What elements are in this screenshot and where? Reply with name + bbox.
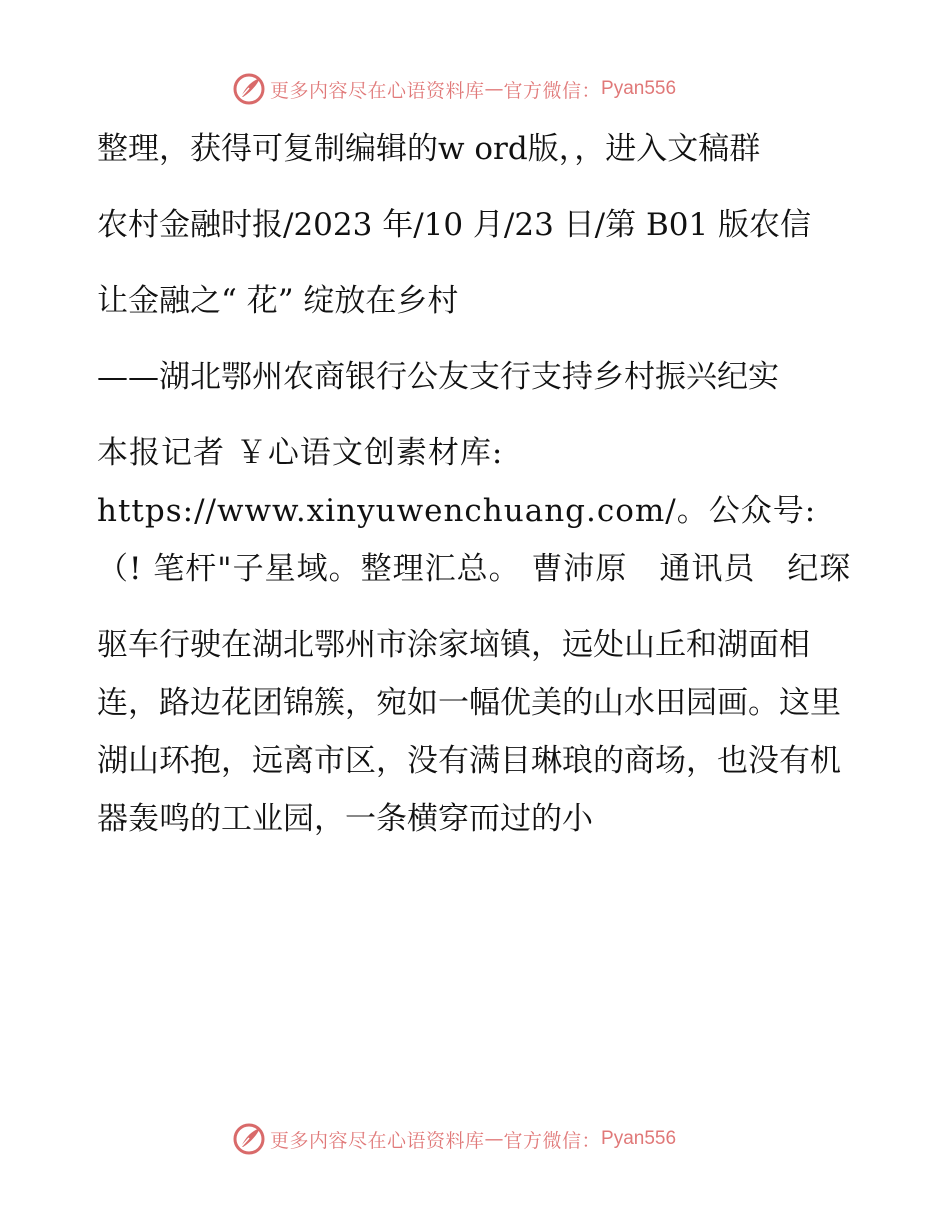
footer-separator: —: [484, 1128, 504, 1150]
quill-logo-icon: [232, 1122, 266, 1156]
header-banner: [232, 72, 676, 106]
intro-paragraph: 整理，获得可复制编辑的w ord版，，进入文稿群: [97, 131, 761, 167]
footer-contact-id: Pyan556: [601, 1128, 677, 1149]
article-title: 让金融之“ 花” 绽放在乡村: [97, 283, 459, 319]
footer-banner: [232, 1122, 676, 1156]
article-byline: 本报记者 ￥心语文创素材库: https://www.xinyuwenchuang.com/。公众号: （! 笔杆"子星域。整理汇总。 曹沛原 通讯员 纪琛: [97, 435, 852, 587]
document-body: [97, 120, 857, 866]
quill-logo-icon: [232, 72, 266, 106]
footer-slogan: 更多内容尽在心语资料库: [270, 1129, 485, 1152]
banner-slogan: 更多内容尽在心语资料库: [270, 79, 485, 102]
banner-contact-label: 官方微信：: [503, 79, 602, 102]
footer-contact-label: 官方微信：: [503, 1129, 602, 1152]
body-paragraph: 驱车行驶在湖北鄂州市涂家垴镇，远处山丘和湖面相连，路边花团锦簇，宛如一幅优美的山水田园画。这里湖山环抱，远离市区，没有满目琳琅的商场，也没有机器轰鸣的工业园，一条横穿而过的小: [97, 627, 841, 837]
banner-separator: —: [484, 78, 504, 100]
article-subtitle: ——湖北鄂州农商银行公友支行支持乡村振兴纪实: [97, 359, 779, 395]
source-line: 农村金融时报/2023 年/10 月/23 日/第 B01 版农信: [97, 207, 812, 243]
banner-contact-id: Pyan556: [601, 78, 677, 99]
